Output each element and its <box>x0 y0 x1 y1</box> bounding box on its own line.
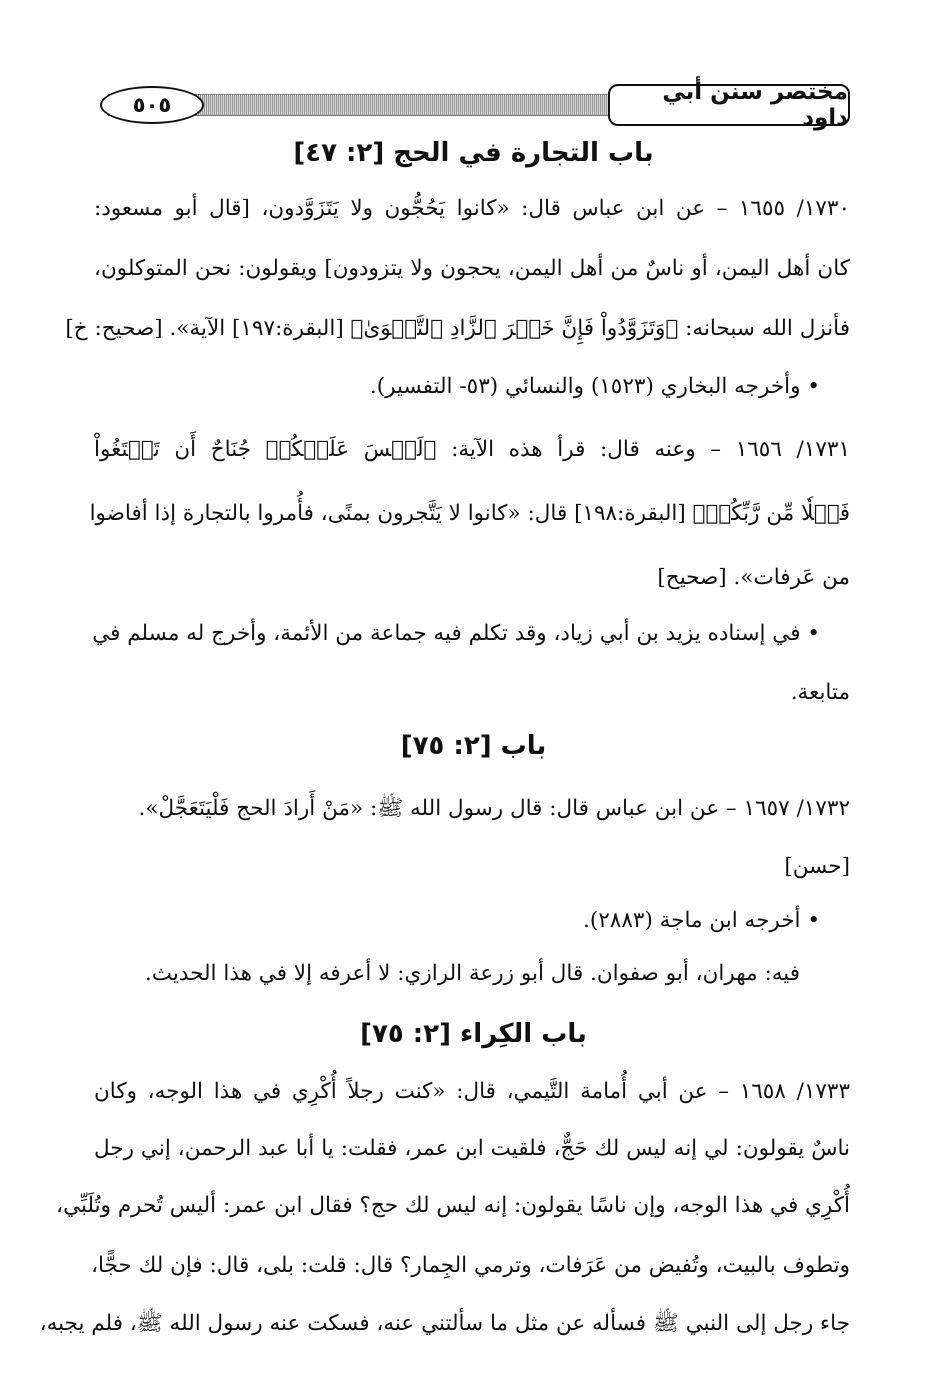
text-line: ١٧٣٣/ ١٦٥٨ – عن أبي أُمامة التَّيمي، قال: «كنت رجلاً أُكْرِي في هذا الوجه، وكان <box>94 1079 851 1104</box>
text-line: من عَرفات». [صحيح] <box>657 565 850 590</box>
chapter-heading: باب [٢: ٧٥] <box>400 731 547 761</box>
footnote-line: فيه: مهران، أبو صفوان. قال أبو زرعة الرازي: لا أعرفه إلا في هذا الحديث. <box>144 961 800 986</box>
text-line: فأنزل الله سبحانه: ﴿وَتَزَوَّدُواْ فَإِنَّ خَيۡرَ ٱلزَّادِ ٱلتَّقۡوَىٰ﴾ [البقرة:١٩٧] الآية». [صحيح: خ] <box>65 316 850 341</box>
text-line: ١٧٣١/ ١٦٥٦ – وعنه قال: قرأ هذه الآية: ﴿لَيۡسَ عَلَيۡكُمۡ جُنَاحٌ أَن تَبۡتَغُواْ <box>94 437 850 462</box>
text-line: كان أهل اليمن، أو ناسٌ من أهل اليمن، يحجون ولا يتزودون] ويقولون: نحن المتوكلون، <box>94 256 850 281</box>
text-line: فَضۡلٗا مِّن رَّبِّكُمۡ﴾ [البقرة:١٩٨] قال: «كانوا لا يَتَّجرون بمنًى، فأُمروا بالتجارة إذا أفاضوا <box>89 501 850 526</box>
footnote-line: • أخرجه ابن ماجة (٢٨٨٣). <box>583 908 820 933</box>
footnote-line: • وأخرجه البخاري (١٥٢٣) والنسائي (٥٣- التفسير). <box>369 374 820 399</box>
text-line: جاء رجل إلى النبي ﷺ فسأله عن مثل ما سألتني عنه، فسكت عنه رسول الله ﷺ، فلم يجبه، <box>39 1311 850 1336</box>
book-title: مختصر سنن أبي داود <box>608 84 850 126</box>
text-line: ناسٌ يقولون: لي إنه ليس لك حَجٌّ، فلقيت ابن عمر، فقلت: يا أبا عبد الرحمن، إني رجل <box>94 1136 850 1161</box>
text-line: أُكْرِي في هذا الوجه، وإن ناسًا يقولون: إنه ليس لك حج؟ فقال ابن عمر: أليس تُحرم وتُلَبِّي، <box>56 1193 850 1218</box>
text-line: [حسن] <box>784 854 850 879</box>
footnote-line: • في إسناده يزيد بن أبي زياد، وقد تكلم فيه جماعة من الأئمة، وأخرج له مسلم في <box>92 621 820 646</box>
page-number: ٥٠٥ <box>100 86 204 124</box>
text-line: وتطوف بالبيت، وتُفيض من عَرَفات، وترمي الجِمار؟ قال: قلت: بلى، قال: فإن لك حجًّا، <box>91 1253 850 1278</box>
text-line: ١٧٣٠/ ١٦٥٥ – عن ابن عباس قال: «كانوا يَحُجُّون ولا يَتَزَوَّدون، [قال أبو مسعود: <box>94 196 851 221</box>
chapter-heading: باب التجارة في الحج [٢: ٤٧] <box>293 138 654 168</box>
text-line: ١٧٣٢/ ١٦٥٧ – عن ابن عباس قال: قال رسول الله ﷺ: «مَنْ أَرادَ الحج فَلْيَتَعَجَّلْ». <box>138 796 850 821</box>
chapter-heading: باب الكِراء [٢: ٧٥] <box>360 1019 587 1049</box>
footnote-line: متابعة. <box>790 680 850 705</box>
page-header <box>78 79 850 131</box>
